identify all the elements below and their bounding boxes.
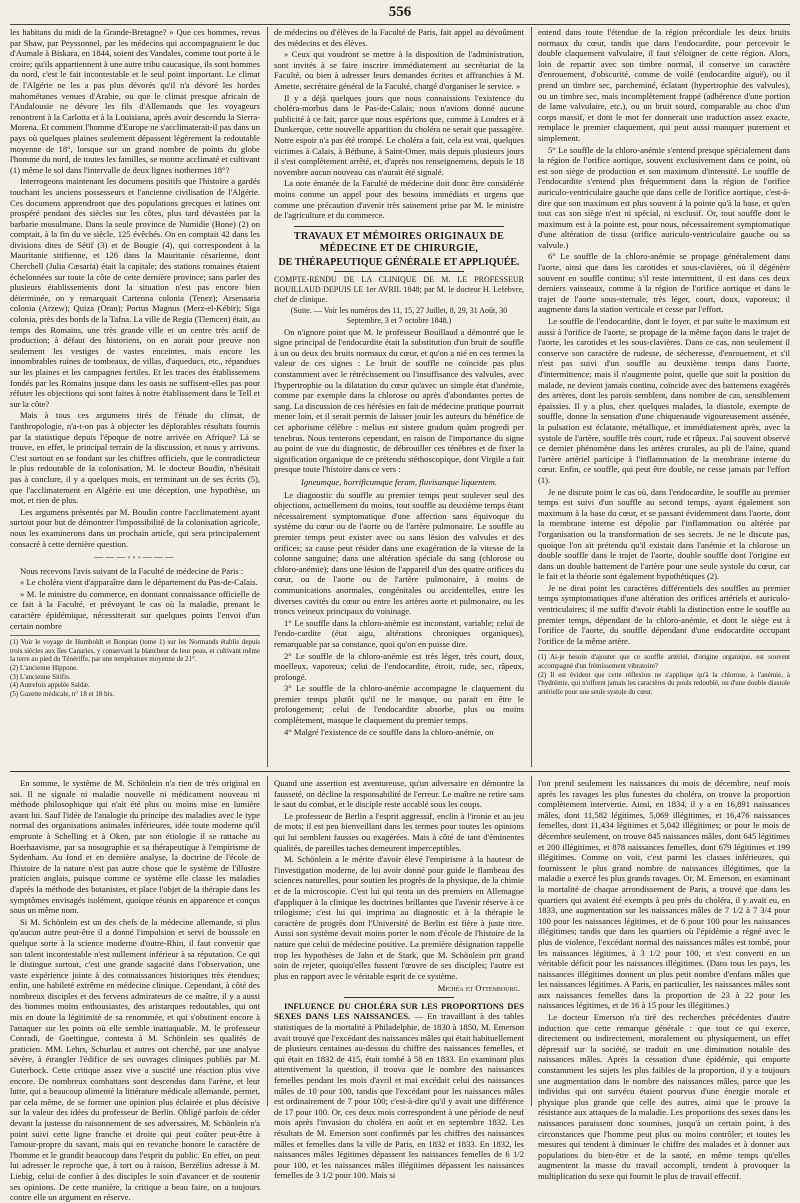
paragraph: 6° Le souffle de la chloro-anémie se propage généralement dans l'aorte, ainsi que dans les carotides et sous-clavières, où il dégénère souvent en souffle continu; s'il reste intermittent, il est dans ces deux derniers vaisseaux, comme à la région de l'orifice aortique et dans le trajet de l'aorte sous-sternale, très léger, court, doux, vaporeux; il augmente dans la station verticale et cesse par l'effort. [538, 251, 790, 315]
paragraph: 4° Malgré l'existence de ce souffle dans la chloro-anémie, on [284, 726, 494, 737]
footnote: (1) Voir le voyage de Humboldt et Bonpian (tome 1) sur les Normands établis depuis trois siècles aux îles Canaries, y conservant la blancheur de leur peau, et cultivant même la terre au pied du Ténériffe, par une température moyenne de 21°. [10, 638, 260, 664]
article-heading: COMPTE-RENDU DE LA CLINIQUE DE M. LE PROFESSEUR BOUILLAUD DEPUIS LE 1er AVRIL 1848; par M. le docteur H. Lefebvre, chef de clinique. [274, 274, 524, 304]
paragraph: 2° Le souffle de la chloro-anémie est très léger, très court, doux, moelleux, vaporeux; celui de l'endocardite, étroit, rude, sec, râpeux, prolongé. [274, 650, 524, 682]
page-number: 556 [388, 4, 412, 20]
paragraph: « Le choléra vient d'apparaître dans le département du Pas-de-Calais. [20, 577, 258, 588]
section-rule [10, 771, 790, 772]
paragraph: Je ne dirai point les caractères différentiels des souffles au premier temps symptomatiques d'une altération des orifices artériels et auriculo-ventriculaires; il me suffit d'avoir établi la distinction entre le souffle au premier temps, dépendant de la chloro-anémie, et dont le siège est à l'orifice de l'aorte, du souffle dépendant d'une endocardite occupant l'orifice de la même artère. [538, 582, 790, 646]
paragraph: Je ne discute point le cas où, dans l'endocardite, le souffle au premier temps est suivi d'un souffle au second temps, ayant également son maximum à la base du cœur, et se passant évidemment dans l'aorte, dont la membrane interne est dépolie par l'inflammation ou altérée par l'organisation ou la transformation de ses secrets. Je ne le discute pas, quoique l'on ait prétendu qu'il existait dans l'anémie et la chlorose un double souffle dans le trajet de l'aorte, double souffle dont l'origine est dans un double battement de l'artère pour une seule systole du cœur, car le fait et la théorie sont également hypothétiques (2). [538, 486, 790, 582]
paragraph: Quand une assertion est aventureuse, qu'un adversaire en démontre la fausseté, on décline la responsabilité de l'erreur. Le maître ne retire sans le saut du combat, et le disciple reste accablé sous les coups. [274, 778, 524, 810]
paragraph: » Ceux qui voudront se mettre à la disposition de l'administration, sont invités à se faire inscrire immédiatement au secrétariat de la Faculté, ou bien à adresser leurs demandes écrites et affranchies à M. Amette, secrétaire général de la Faculté, chargé d'organiser le service. » [274, 49, 524, 91]
column-2 [274, 27, 524, 767]
paragraph: Les argumens présentés par M. Boudin contre l'acclimatement ayant surtout pour but de démontrer l'impossibilité de la colonisation agricole, nous les examinerons dans un prochain article, qui sera principalement consacré à cette dernière question. [10, 506, 260, 549]
paragraph: M. Schönlein a le mérite d'avoir élevé l'empirisme à la hauteur de l'investigation moderne, de lui avoir donné pour guide le flambeau des sciences naturelles, pour soutien les progrès de la physique, de la chimie et de la microscopie. C'est lui qui tenta un des premiers en Allemagne d'appliquer à la clinique les doctrines brillantes que l'avenir réserve à ce trilogisme; c'est lui qui imprima au diagnostic et à la thérapie le caractère de progrès dont l'Université de Berlin est fière à juste titre. Aussi son système devait moins porter le nom d'école de l'histoire de la nature que celui de médecine positive. La première désignation rappelle trop les hypothèses de Jahn et de Stark, que M. Schönlein prit grand soin de rejeter, quoiqu'elles fussent l'œuvre de ses disciples; l'autre est plus en rapport avec le véritable esprit de ce système. [274, 854, 524, 981]
news-intro: Nous recevons l'avis suivant de la Faculté de médecine de Paris : [20, 565, 244, 576]
paragraph: 1° Le souffle dans la chloro-anémie est inconstant, variable; celui de l'endo-cardite (état aigu, altérations chroniques organiques), remarquable par sa constance, quoi qu'on en puisse dire. [274, 617, 524, 649]
paragraph: La note émanée de la Faculté de médecine doit donc être considérée moins comme un appel pour des besoins immédiats et urgens que comme une précaution d'avenir très sainement prise par M. le ministre de l'agriculture et du commerce. [274, 178, 524, 221]
footnotes [538, 650, 790, 696]
footnote: (2) Il est évident que cette réflexion ne s'applique qu'à la chlorose, à l'anémie, à l'hydrémie, qui n'offrent jamais les caractères du pouls redoublé, ou d'une double diastole artérielle pour une seule systole du cœur. [538, 670, 790, 696]
paragraph [274, 1001, 524, 1181]
article-label: INFLUENCE DU CHOLÉRA SUR LES PROPORTIONS DES SEXES DANS LES NAISSANCES. [274, 1000, 524, 1022]
section-divider [334, 271, 464, 272]
paragraph: 3° Le souffle de la chloro-anémie accompagne le claquement du premier temps plutôt qu'il ne le masque, ou parait en être le prolongement; celui de l'endocardite absorbe, plus ou moins complètement, masque le claquement du premier temps. [274, 683, 524, 726]
column-divider [267, 27, 268, 767]
latin-quote: Igneumque, horrificumque feram, fluvisanque liquentem. [301, 477, 497, 487]
column-divider [531, 776, 532, 1106]
section-ornament: ———◦◦◦——— [94, 552, 176, 563]
section-divider [294, 226, 504, 227]
paragraph: En somme, le système de M. Schönlein n'a rien de très original en soi. Il ne signale ni maladie nouvelle ni médicament nouveau ni méthode philosophique qui n'ait été plus ou moins mise en lumière avant lui. Sauf l'idée de l'analogie du principe des maladies avec le type normal des organisations animales inférieures, idée toute moderne qu'il emprunte à Schelling et à Oken, par son étiologie il se rattache au Boerhaavisme, par sa nosographie et sa thérapeutique à l'empirisme de Sydenham. Au fond et en dernière analyse, la doctrine de l'école de l'histoire de la nature n'est pas autre chose que le système de l'illustre praticien anglais, puisque comme ce système elle classe les maladies d'après la méthode des botanistes, et place l'objet de la thérapie dans les symptômes envisagés isolément, quoique réunis en apparence et conçus sous un même nom. [10, 778, 260, 916]
article-continuation: (Suite. — Voir les numéros des 11, 15, 27 Juillet, 8, 29, 31 Août, 30 Septembre, 3 et 7 octobre 1848.) [290, 305, 508, 325]
paragraph: de médecins ou d'élèves de la Faculté de Paris, fait appel au dévoûment des médecins et des élèves. [274, 27, 524, 48]
paragraph: Le professeur de Berlin a l'esprit aggressif, enclin à l'ironie et au jeu de mots; il est peu bienveillant dans les termes pour toutes les opinions qui lui semblent fausses ou exagérées. Mais à côté de tant d'éminentes qualités, de pareilles taches demeurent imperceptibles. [274, 810, 524, 853]
paragraph: On n'ignore point que M. le professeur Bouillaud a démontré que le signe principal de l'endocardite était la substitution d'un bruit de souffle à un ou deux des bruits normaux du cœur, et qu'on a nié en ces termes la valeur de ces signes : Le bruit de souffle ne coïncide pas plus constamment avec le rétrécissement ou l'insuffisance des valvules, avec l'hypertrophie ou la dilatation du cœur qu'avec un simple état d'anémie, comme par exemple dans la chlorose ou après d'abondantes pertes de sang. La discussion de ces hérésies en fait de médecine pratique pourrait mener loin, et il serait permis de laisser jouir les auteurs du bénéfice de cet aphorisme célèbre : melius est sistere gradum quàm progredi per tenebras. Nous tenterons cependant, en raison de l'importance du signe au point de vue du diagnostic, de débrouiller ces ténèbres et de fixer la signification organique de ce prétendu stéthoscopique, dont Virgile a fait presque toute l'histoire dans ce vers : [274, 326, 524, 475]
section-divider [344, 997, 454, 998]
section-title: TRAVAUX ET MÉMOIRES ORIGINAUX DE MÉDECINE ET DE CHIRURGIE, [293, 230, 505, 254]
header-rule [10, 24, 790, 25]
bottom-column-1 [10, 778, 260, 1203]
footnotes [10, 635, 260, 698]
bottom-column-2 [274, 778, 524, 1181]
paragraph: l'on prend seulement les naissances du mois de décembre, neuf mois après les ravages les plus funestes du choléra, on trouve la proportion complètement intervertie. Ainsi, en 1834, il y a en 16,891 naissances mâles, dont 11,582 légitimes, 5,069 illégitimes, et 16,476 naissances femelles, dont 11,434 légitimes et 5,042 illégitimes; or pour le mois de décembre seulement, on trouve 845 naissances mâles, dont 645 légitimes et 200 illégitimes, et 878 naissances femelles, dont 679 légitimes et 199 illégitimes. Comme on voit, c'est parmi les classes inférieures, qui fournissent le plus grand nombre de naissances illégitimes, que la maladie a exercé les plus grands ravages. Or, M. Emerson, en examinant la mortalité de chaque arrondissement de Paris, a trouvé que dans les quartiers qui avaient été exempts à peu près du choléra, il y avait eu, en 1833, une augmentation sur les naissances mâles de 7 1/2 à 7 3/4 pour 100 pour les naissances légitimes, et de 6 pour 100 pour les naissances illégitimes; tandis que dans les quartiers où l'épidémie a régné avec le plus de violence, l'excédant normal des naissances mâles est tombé, pour les naissances légitimes, à 3 1/2 pour 100, et s'est converti en un véritable déficit pour les naissances illégitimes. (Dans tous les pays, les naissances illégitimes donnent un plus petit nombre d'enfans mâles que les naissances légitimes. A Paris, en particulier, les naissances mâles sont aux naissances femelles dans la proportion de 23 à 22 pour les naissances légitimes, et de 16 à 15 pour les illégitimes.) [538, 778, 790, 1011]
article-text: — En travaillant à des tables statistiques de la mortalité à Philadelphie, de 1830 à 1850, M. Emerson avait trouvé que l'excédant des naissances mâles qui était habituellement de plusieurs centaines au-dessus du chiffre des naissances femelles, et qui était en 1832 de 415, était tombé à 58 en 1833. En examinant plus attentivement la question, il trouva que le nombre des naissances femelles pendant les mois d'avril et mai excédait celui des naissances mâles de 10 pour 100, tandis que l'excédant pour les naissances mâles est ordinairement de 7 pour 100; c'est-à-dire qu'il y avait une différence de 17 pour 100. Or, ces deux mois correspondent à une période de neuf mois après l'invasion du choléra en août et en septembre 1832. Les résultats de M. Emerson sont confirmés par les chiffres des naissances mâles et femelles dans la ville de Paris, en 1832 et 1833. En 1832, les naissances mâles légitimes dépassent les naissances femelles de 6 1/2 pour 100, et les naissances mâles illégitimes dépassent les naissances femelles de 3 1/2 pour 100. Mais si [274, 1011, 524, 1181]
footnote: (5) Gazette médicale, n° 18 et 18 bis. [10, 689, 115, 698]
column-divider [531, 27, 532, 767]
paragraph: Il y a déjà quelques jours que nous connaissions l'existence du choléra-morbus dans le Pas-de-Calais; nous n'avions donné aucune publicité à ce fait, parce que nous espérions que, comme à Londres et à Dunkerque, cette nouvelle apparition du choléra ne serait que passagère. Notre espoir n'a pas été trompé. Le choléra a fait, cela est vrai, quelques victimes à Calais, à Béthune, à Saint-Omer, mais depuis plusieurs jours il s'est complètement arrêté, et, d'après nos renseignemens, depuis le 18 novembre aucun nouveau cas n'aurait été signalé. [274, 92, 524, 177]
paragraph: Si M. Schönlein est un des chefs de la médecine allemande, si plus qu'aucun autre peut-être il a donné l'impulsion et servi de boussole en quelque sorte à la science moderne d'outre-Rhin, il faut convenir que son talent incontestable n'est nullement inférieur à sa réputation. Ce qui le distingue surtout, c'est une grande sagacité dans l'observation, une vaste expérience jointe à des connaissances historiques très étendues; enfin, une habileté extrême en médecine clinique. Cependant, à côté des nombreux disciples et des fervens admirateurs de ce maître, il y a aussi des hommes moins enthousiastes, des aristarques redoutables, qui ont mis en doute la légitimité de sa renommée, et qui s'obstinent encore à l'attaquer sur les points où elle semble inattaquable. M. le professeur Conradi, de Goettingue, contesta à M. Schönlein ses qualités de praticien. MM. Lehrs, Schurlau et autres ont cherché, par une analyse sévère, à étrangler l'édifice de ses ouvrages cliniques publiés par M. Guterbock. Cette critique assez vive a suscité une réaction plus vive encore. De nombreux combattans sont descendus dans l'arène, et leur lutte, qui a beaucoup alimenté la littérature médicale allemande, permet, par cela même, de se former une opinion plus éclairée et plus décisive sur la valeur des idées du professeur de Berlin. Obligé parfois de céder devant la justesse du raisonnement de ses adversaires, M. Schönlein n'a point suivi cette ligne franche et droite qui peut coûter peut-être à l'amour-propre du savant, mais qui en revanche honore le caractère de l'homme et le grandit beaucoup dans l'esprit du public. En effet, on peut lui adresser le reproche que, à tort ou à raison, Berzélius adresse à M. Liebig, celui de confier à des disciples le soin d'avancer et de soutenir ses opinions. De cette manière, la critique a beau faire, on a toujours contre elle un argument en réserve. [10, 916, 260, 1203]
paragraph: Interrogeons maintenant les documens positifs que l'histoire a gardés touchant les anciens possesseurs et l'ancienne civilisation de l'Algérie. Ces documens apprendront que des populations grecques et latines ont prospéré pendant des siècles sur les côtes, plus tard dévastées par la barbarie musulmane. Dans la seule province de Numidie (Bone) (2) on comptait, à la fin du ve siècle, 125 évêchés. On en comptait 42 dans les divisions dites de Sétif (3) et de Bougie (4), qui correspondent à la Mauritanie sitifienne, et 126 dans la Mauritanie césarienne, dont Cherchell (Julia Cæsaria) était la capitale; des stations romaines étaient échelonnées sur toute la côte de cette dernière province; sans parler des plusieurs établissements dont la situation n'est pas encore bien déterminée, on y remarquait Cartenna colonia (Tenez); Arsenaaria colonia (Arzew); Quiza (Oran); Portus Magnus (Merz-el-Kébir); Siga colonia, près des bords de la Tafna. La ville de Regia (Tlemcen) était, au temps des Romains, une très grande ville et un centre très actif de production; à défaut des historiens, on en aurait pour preuve non seulement les vestiges de vastes enceintes, mais encore les innombrables ruines de tombeaux, de villas, d'aqueducs, etc., répandues sur les plaines et les campagnes fertiles. Et les traces des établissemens fondés par les Romains jusque dans les oasis ne suffisent-elles pas pour réfuter les objections qui sont faites à notre établissement dans le Tell et sur la côte? [10, 176, 260, 409]
footnote: (2) L'ancienne Hippone. [10, 664, 78, 673]
paragraph: Le docteur Emerson n'a tiré des recherches précédentes d'autre induction que cette remarque générale : que tout ce qui exerce, directement ou indirectement, moralement ou physiquement, un effet dépressif sur la société, se traduit en une diminution notable des naissances mâles. Après la cessation d'une épidémie, qui emporte constamment les sujets les plus faibles de la proportion, il y a toujours une augmentation dans le nombre des naissances mâles, parce que les individus qui ont survécu étaient pourvus d'une énergie morale et physique plus grande que celle des autres, ainsi que le prouve la résistance aux attaques de la maladie. Les proportions des sexes dans les naissances paraissent donc soumises, jusqu'à un certain point, à des circonstances que l'homme peut plus ou moins contrôler; et toutes les mesures qui tendent à diminuer le chiffre des malades et à donner aux populations du bien-être et de la santé, en même temps qu'elles augmentent la masse du travail accompli, tendent à provoquer la multiplication du sexe qui fournit le plus de travail effectif. [538, 1012, 790, 1181]
footnote: (1) Ai-je besoin d'ajouter que ce souffle artériel, d'origine organique, est souvent accompagné d'un frémissement vibratoire? [538, 653, 790, 671]
signature: Michéa et Ottenbourg. [437, 983, 520, 994]
column-divider [267, 776, 268, 1106]
footnote: (4) Autrefois appelée Saldæ. [10, 681, 90, 690]
paragraph: » M. le ministre du commerce, en donnant connaissance officielle de ce fait à la Faculté, et prévoyant le cas où la maladie, prenant le caractère épidémique, nécessiterait sur quelques points l'envoi d'un certain nombre [10, 588, 260, 631]
paragraph: Le souffle de l'endocardite, dont le foyer, et par suite le maximum est aussi à l'orifice de l'aorte, se propage de la même façon dans le trajet de l'aorte, les carotides et les sous-clavières. Dans ce cas, non seulement il conserve son caractère de rudesse, de sécheresse, d'enrouement, et s'il n'est pas suivi d'un souffle au deuxième temps dans l'aorte, d'intermittence; mais il n'augmente point, quelle que soit la position du malade, ne devient jamais continu, coïncide avec des battemens exagérés des artères, dont les parois semblent, dans nombre de cas, sensiblement épaissies. Il y a plus, chez quelques malades, la diastole, exempte de souffle, donne la sensation d'une chiquenaude vigoureusement assénée, la pulsation est éclatante, métallique, et immédiatement après, avec la systole de l'artère, souffle très court, rude et râpeux. J'ai souvent observé ce dernier phénomène dans les artères crurales, au pli de l'aine, quand l'artère artériel participe à l'inflammation de la membrane interne du cœur. Enfin, ce souffle, qui peut être double, ne cesse jamais par l'effort (1). [538, 316, 790, 485]
column-1 [10, 27, 260, 767]
paragraph: Le diagnostic du souffle au premier temps peut soulever seul des objections, actuellement du moins, tout souffle au deuxième temps étant nécessairement symptomatique d'une affection sans équivoque du système du cœur ou de l'aorte ou de l'artère pulmonaire. Le souffle au premier temps peut exister avec ou sans lésion des valvules et des orifices; sa cause peut résider dans une exagération de la vitesse de la colonne sanguine; dans une altération spéciale du sang (chlorose ou chloro-anémie); dans une lésion de l'appareil d'un des quatre orifices du cœur, ou de l'aorte ou de l'artère pulmonaire, à moins de communications anormales, congénitales ou accidentelles, entre les diverses cavités du cœur ou entre les artères aorte et pulmonaire, ou les troncs veineux principaux du voisinage. [274, 489, 524, 617]
paragraph: entend dans toute l'étendue de la région précordiale les deux bruits normaux du cœur, tandis que dans l'endocardite, pour percevoir le double claquement valvulaire, il faut s'éloigner de cette région. Alors, loin de repartir avec son timbre normal, il conserve un caractère d'enrouement, d'obscurité, comme de voilé (endocardite aiguë), ou il prend un timbre sec, parcheminé, éclatant (hypertrophie des valvules), ou un timbre sec, mais incomplètement frappé (adhérence d'une portion de lame valvulaire, etc.), ou un bruit sourd, comparable au choc d'un corps massif, et dont le mot fer donnerait une traduction assez exacte, remplace le premier claquement, qui peut aussi manquer purement et simplement. [538, 27, 790, 143]
paragraph: les habitans du midi de la Grande-Bretagne? » Que ces hommes, revus par Shaw, par Peyssonnel, par les médecins qui accompagnaient le duc d'Aumale à Biskara, en 1844, soient des Vandales, comme tout porte à le croire; qu'ils appartiennent à une autre tribu caucasique, ils sont hommes du nord, c'est le fait incontestable et le seul point important. Le climat de l'Algérie ne les a pas plus dévorés qu'il n'a dévoré les hordes mahométanes venues d'Arabie, ou que le climat presque africain de l'Andalousie ne dévore les fils d'Allemands que les voyageurs renontrent à la Carlotta et à la Louisiana, après avoir descendu la Sierra-Morena. Et comment l'homme d'Europe ne s'acclimaterait-il pas dans un pays où quelques plaines seulement dépassent légèrement la redoutable moyenne de 18°, lorsque sur un grand nombre de points du globe l'homme du nord, de toutes les familles, se montre acclimaté et cultivant (1) même le sol dans l'intervalle de deux lignes isothermes 18°? [10, 27, 260, 175]
section-subtitle: DE THÉRAPEUTIQUE GÉNÉRALE ET APPLIQUÉE. [278, 256, 520, 268]
footnote: (3) L'ancienne Sitifis. [10, 672, 71, 681]
bottom-column-3 [538, 778, 790, 1181]
column-3 [538, 27, 790, 767]
paragraph: Mais à tous ces argumens tirés de l'étude du climat, de l'anthropologie, n'a-t-on pas à objecter les déplorables résultats fournis par la statistique depuis l'époque de notre arrivée en Afrique? Là se trouve, en effet, le principal terrain de la discussion, et nous y arrivons. C'est surtout en se fondant sur les chiffres officiels, que le contradicteur le plus redoutable de la colonisation, M. le docteur Boudin, n'hésitait pas à conclure, il y a quelques mois, en terminant un de ses écrits (5), que l'acclimatement en Algérie est une déception, une hypothèse, un mot, et rien de plus. [10, 410, 260, 506]
paragraph: 5° Le souffle de la chloro-anémie s'entend presque spécialement dans la région de l'orifice aortique, souvent exclusivement dans ce point, où est son siège de production et son maximum d'intensité. Le souffle de l'endocardite s'entend plus fréquemment dans la région de l'orifice auriculo-ventriculaire gauche que dans celle de l'orifice aortique, c'est-à-dire que son maximum est plus souvent à la pointe qu'à la base, et qu'en tout cas son siège n'est ni spécial, ni exclusif. Or, tout souffle dont le maximum est à la pointe est, pour nous, nécessairement symptomatique d'une altération de tissu (orifice auriculo-ventriculaire gauche ou sa valvule.) [538, 144, 790, 250]
